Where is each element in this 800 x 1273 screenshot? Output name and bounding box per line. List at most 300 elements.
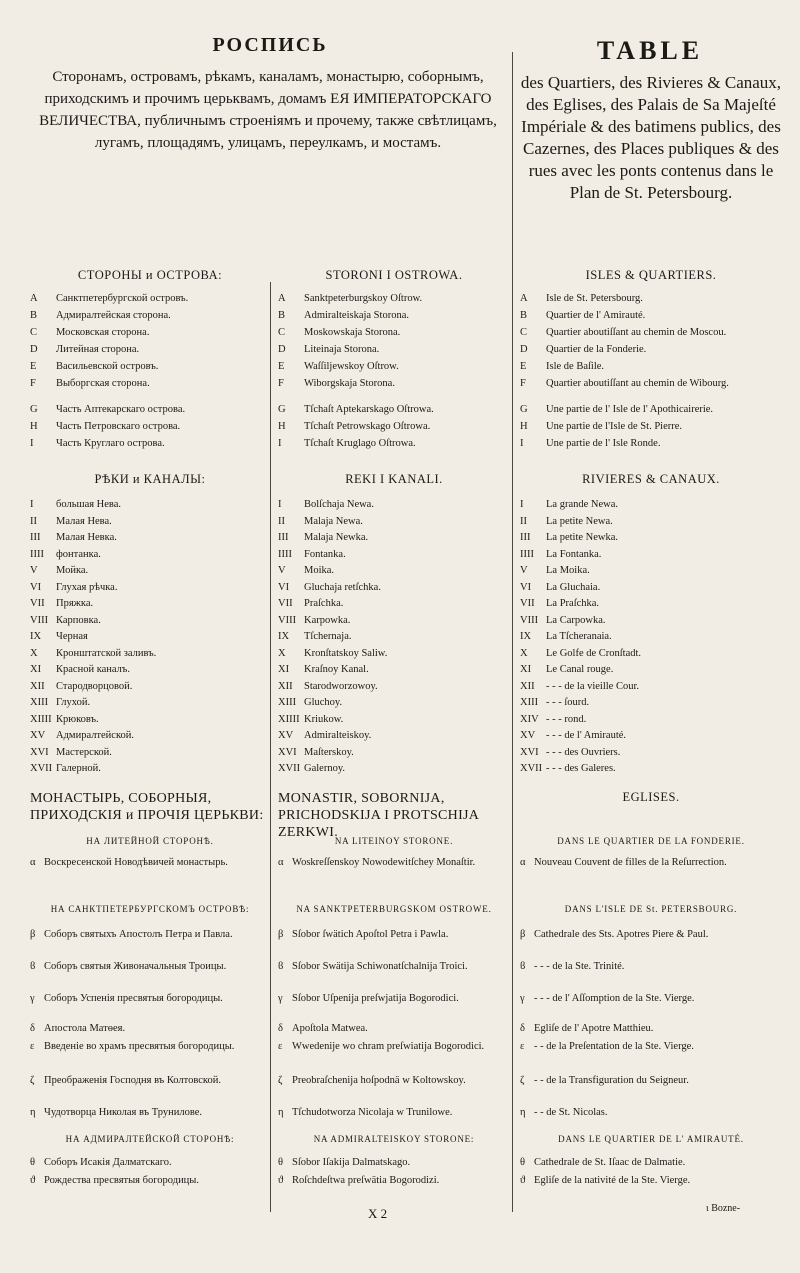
item-key: ε — [278, 1041, 283, 1052]
item-key: XIII — [30, 697, 49, 708]
list-item — [520, 326, 782, 339]
list-item — [520, 614, 782, 627]
list-item — [520, 992, 782, 1005]
item-label: Tſchaſt Aptekarskago Oſtrowa. — [304, 404, 434, 415]
list-item — [278, 1106, 510, 1119]
item-key: X — [278, 647, 286, 659]
item-label: Galernoy. — [304, 763, 346, 774]
item-key: G — [520, 404, 528, 415]
russian-title: РОСПИСЬ — [212, 34, 328, 56]
item-label: Le Golfe de Cronſtadt. — [546, 647, 642, 659]
subheading-petersburg-island: DANS L'ISLE DE St. PETERSBOURG. — [564, 904, 738, 914]
item-label: - - - ſourd. — [546, 697, 590, 708]
item-label: Часть Петровскаго острова. — [56, 421, 181, 432]
list-item — [30, 713, 270, 726]
item-key: A — [278, 293, 286, 304]
list-item — [30, 377, 270, 390]
item-key: E — [30, 361, 37, 372]
list-item — [30, 548, 270, 561]
item-key: IX — [278, 631, 290, 642]
item-key: A — [520, 293, 528, 304]
item-key: XVII — [278, 763, 301, 774]
list-item — [30, 309, 270, 322]
list-item — [520, 498, 782, 511]
item-key: γ — [278, 993, 283, 1004]
list-item — [520, 680, 782, 693]
list-item — [278, 515, 510, 528]
french-intro: des Quartiers, des Rivieres & Canaux, des Eglises, des Palais de Sa Majeſté Impériale & des batimens publics, des Cazernes, des Places publiques & des rues avec les ponts contenus dans le Plan de St. Petersbourg. — [520, 73, 782, 202]
item-label: Крюковъ. — [56, 713, 99, 725]
list-item — [520, 343, 782, 356]
item-label: Часть Круглаго острова. — [56, 438, 165, 449]
item-label: Стародворцовой. — [56, 680, 133, 692]
list-item — [520, 746, 782, 759]
item-label: Gluchoy. — [304, 697, 343, 708]
subheading-fonderie: DANS LE QUARTIER DE LA FONDERIE. — [557, 836, 745, 846]
list-item — [30, 663, 270, 676]
list-item — [520, 437, 782, 450]
item-label: Соборъ Исакія Далматскаго. — [44, 1157, 172, 1168]
item-label: Kraſnoy Kanal. — [304, 664, 369, 675]
subheading-fonderie: НА ЛИТЕЙНОЙ СТОРОНѢ. — [86, 836, 214, 846]
item-key: δ — [30, 1023, 35, 1034]
item-key: I — [520, 499, 524, 510]
list-item — [520, 1106, 782, 1119]
item-label: Moika. — [304, 565, 335, 576]
item-label: Рождества пресвятыя богородицы. — [44, 1175, 199, 1186]
list-item — [520, 1156, 782, 1169]
item-key: VI — [520, 581, 532, 593]
section-heading-sides: STORONI I OSTROWA. — [325, 268, 463, 282]
list-item — [30, 1022, 270, 1035]
item-key: X — [520, 647, 528, 659]
item-label: La grande Newa. — [546, 499, 619, 510]
item-label: Egliſe de l' Apotre Matthieu. — [534, 1023, 654, 1034]
item-label: Waſſiljewskoy Oſtrow. — [304, 361, 399, 372]
item-key: C — [30, 327, 38, 338]
item-key: I — [278, 499, 282, 510]
list-item — [278, 437, 510, 450]
item-key: ε — [520, 1041, 525, 1052]
item-key: IX — [30, 631, 42, 642]
item-key: VIII — [520, 614, 539, 626]
list-item — [520, 713, 782, 726]
list-item — [278, 696, 510, 709]
item-key: II — [520, 515, 527, 527]
item-label: Cathedrale de St. Iſaac de Dalmatie. — [534, 1157, 686, 1168]
item-key: V — [278, 565, 286, 576]
item-key: II — [30, 515, 37, 527]
list-item — [278, 343, 510, 356]
list-item — [278, 581, 510, 594]
list-item — [520, 377, 782, 390]
item-key: XVII — [520, 763, 543, 774]
item-label: Bolſchaja Newa. — [304, 499, 374, 510]
item-key: δ — [278, 1023, 283, 1034]
list-item — [278, 614, 510, 627]
item-label: - - - des Ouvriers. — [546, 746, 621, 758]
item-label: Apoſtola Matwea. — [292, 1023, 368, 1034]
item-key: VIII — [278, 614, 297, 626]
item-label: Карповка. — [56, 614, 101, 626]
list-item — [520, 403, 782, 416]
item-key: III — [520, 532, 531, 543]
item-key: ϑ — [30, 1175, 36, 1186]
item-key: B — [520, 310, 528, 321]
item-key: VIII — [30, 614, 49, 626]
item-label: Адмиралтейская сторона. — [56, 310, 171, 321]
list-item — [278, 992, 510, 1005]
item-label: Maſterskoy. — [304, 746, 354, 758]
item-key: V — [520, 565, 528, 576]
item-label: Tſchudotworza Nicolaja w Trunilowe. — [292, 1107, 453, 1118]
item-key: H — [30, 421, 38, 432]
item-key: β — [520, 929, 526, 940]
item-label: Sſobor Uſpenija preſwjatija Bogorodici. — [292, 993, 459, 1004]
item-key: ζ — [278, 1075, 283, 1086]
section-heading-sides: СТОРОНЫ и ОСТРОВА: — [77, 268, 223, 282]
item-label: Starodworzowoy. — [304, 680, 378, 692]
item-key: XII — [520, 680, 535, 692]
item-key: ϑ — [278, 1175, 284, 1186]
item-key: C — [278, 327, 286, 338]
item-label: Чудотворца Николая въ Трунилове. — [44, 1107, 203, 1118]
item-label: - - - de l' Amirauté. — [546, 730, 627, 741]
item-key: VI — [278, 581, 290, 593]
item-key: A — [30, 293, 38, 304]
item-label: Соборъ святыхъ Апостолъ Петра и Павла. — [44, 929, 233, 940]
item-key: XII — [30, 680, 45, 692]
subheading-fonderie: NA LITEINOY STORONE. — [334, 836, 454, 846]
list-item — [520, 581, 782, 594]
subheading-admiralty: НА АДМИРАЛТЕЙСКОЙ СТОРОНѢ: — [65, 1134, 235, 1144]
list-item — [30, 515, 270, 528]
list-item — [278, 326, 510, 339]
subheading-petersburg-island: NA SANKTPETERBURGSKOM OSTROWE. — [296, 904, 492, 914]
item-key: γ — [30, 993, 35, 1004]
list-item — [278, 597, 510, 610]
list-item — [278, 548, 510, 561]
item-label: - - de la Preſentation de la Ste. Vierge. — [534, 1041, 694, 1052]
list-item — [278, 663, 510, 676]
list-item — [520, 309, 782, 322]
list-item — [278, 292, 510, 305]
item-key: XIII — [278, 697, 297, 708]
section-heading-churches: МОНАСТЫРЬ, СОБОРНЫЯ, ПРИХОДСКІЯ и ПРОЧІЯ ЦЕРЬКВИ: — [30, 791, 264, 823]
item-label: Черная — [56, 631, 88, 642]
list-item — [278, 531, 510, 544]
list-item — [30, 1106, 270, 1119]
item-label: Kronſtatskoy Saliw. — [304, 647, 388, 659]
list-item — [278, 360, 510, 373]
item-label: Quartier aboutiſſant au chemin de Wibourg. — [546, 378, 729, 389]
item-label: - - de St. Nicolas. — [534, 1107, 608, 1118]
item-label: Пряжка. — [56, 598, 94, 609]
list-item — [30, 696, 270, 709]
list-item — [278, 1022, 510, 1035]
item-key: XV — [520, 730, 536, 741]
item-key: XVI — [520, 746, 539, 758]
item-key: I — [30, 499, 34, 510]
item-label: Sſobor Iſakija Dalmatskago. — [292, 1157, 411, 1168]
section-heading-churches: EGLISES. — [622, 790, 680, 804]
item-label: Часть Аптекарскаго острова. — [56, 404, 186, 415]
item-label: Sſobor Swätija Schiwonatſchalnija Troici. — [292, 961, 468, 972]
item-label: Мойка. — [56, 565, 89, 576]
french-title: TABLE — [596, 36, 704, 65]
list-item — [278, 1040, 510, 1053]
item-key: XI — [278, 664, 290, 675]
item-key: α — [278, 857, 284, 868]
russian-intro: Сторонамъ, островамъ, рѣкамъ, каналамъ, монастырю, соборнымъ, приходскимъ и прочимъ церьквамъ, домамъ ЕЯ ИМПЕРАТОРСКАГО ВЕЛИЧЕСТВА, публичнымъ строеніямъ и прочему, также свѣтлицамъ, лугамъ, площадямъ, улицамъ, переулкамъ, и мостамъ. — [39, 69, 497, 151]
item-key: H — [278, 421, 286, 432]
item-label: La Fontanka. — [546, 548, 602, 560]
item-label: Малая Нева. — [56, 515, 112, 527]
catchword: ɩ Bozne- — [706, 1203, 741, 1214]
list-item — [278, 762, 510, 775]
list-item — [30, 928, 270, 941]
section-heading-rivers: РѢКИ и КАНАЛЫ: — [94, 472, 206, 486]
item-label: Sſobor ſwätich Apoſtol Petra i Pawla. — [292, 929, 449, 940]
list-item — [520, 1040, 782, 1053]
item-key: VII — [278, 598, 293, 609]
item-key: θ — [30, 1157, 36, 1168]
item-key: IIII — [30, 548, 44, 560]
item-label: Tſchernaja. — [304, 631, 352, 642]
signature-mark: X 2 — [368, 1206, 388, 1221]
list-item — [278, 403, 510, 416]
item-label: Praſchka. — [304, 598, 344, 609]
item-label: Admiralteiskoy. — [304, 730, 372, 741]
item-label: La Praſchka. — [546, 598, 600, 609]
item-key: XVI — [278, 746, 297, 758]
list-item — [30, 680, 270, 693]
list-item — [520, 564, 782, 577]
item-key: XIIII — [278, 713, 300, 725]
item-key: I — [30, 438, 34, 449]
list-item — [278, 498, 510, 511]
item-label: Преображенія Господня въ Колтовской. — [44, 1075, 221, 1086]
list-item — [520, 1174, 782, 1187]
list-item — [520, 696, 782, 709]
section-heading-sides: ISLES & QUARTIERS. — [585, 268, 717, 282]
subheading-admiralty: NA ADMIRALTEISKOY STORONE: — [313, 1134, 475, 1144]
item-key: V — [30, 565, 38, 576]
list-item — [278, 377, 510, 390]
item-key: XIII — [520, 697, 539, 708]
list-item — [30, 630, 270, 643]
item-key: VII — [520, 598, 535, 609]
item-key: γ — [520, 993, 525, 1004]
item-key: III — [30, 532, 41, 543]
item-key: θ — [278, 1157, 284, 1168]
column-divider — [512, 52, 513, 1212]
list-item — [30, 360, 270, 373]
item-key: IIII — [520, 548, 534, 560]
item-label: Nouveau Couvent de filles de la Reſurrection. — [534, 857, 727, 868]
item-key: XV — [278, 730, 294, 741]
list-item — [278, 647, 510, 660]
list-item — [30, 960, 270, 973]
list-item — [30, 856, 270, 869]
item-label: Quartier aboutiſſant au chemin de Moscou. — [546, 327, 727, 338]
item-key: VI — [30, 581, 42, 593]
item-label: Московская сторона. — [56, 327, 150, 338]
list-item — [520, 292, 782, 305]
item-key: H — [520, 421, 528, 432]
item-key: B — [30, 310, 38, 321]
list-item — [278, 928, 510, 941]
item-key: IX — [520, 631, 532, 642]
list-item — [520, 928, 782, 941]
item-key: F — [30, 378, 36, 389]
item-label: Cathedrale des Sts. Apotres Piere & Paul. — [534, 929, 709, 940]
list-item — [520, 548, 782, 561]
item-label: Malaja Newka. — [304, 532, 369, 543]
item-label: Красной каналъ. — [56, 664, 130, 675]
item-label: La Moika. — [546, 565, 590, 576]
item-label: Isle de Baſile. — [546, 361, 605, 372]
item-label: La petite Newa. — [546, 515, 613, 527]
item-label: Апостола Матѳея. — [44, 1023, 126, 1034]
item-label: Воскресенской Новодѣвичей монастырь. — [44, 857, 228, 868]
item-key: ϐ — [278, 961, 284, 972]
list-item — [30, 647, 270, 660]
item-key: B — [278, 310, 286, 321]
item-key: C — [520, 327, 528, 338]
item-label: Sanktpeterburgskoy Oſtrow. — [304, 293, 423, 304]
item-key: ϑ — [520, 1175, 526, 1186]
item-key: F — [278, 378, 284, 389]
list-item — [520, 420, 782, 433]
list-item — [30, 343, 270, 356]
item-label: Preobraſchenija hoſpodnä w Koltowskoy. — [292, 1075, 466, 1086]
item-key: β — [30, 929, 36, 940]
list-item — [278, 856, 510, 869]
item-label: - - de la Transfiguration du Seigneur. — [534, 1075, 689, 1086]
item-label: Tſchaſt Kruglago Oſtrowa. — [304, 438, 416, 449]
item-label: Isle de St. Petersbourg. — [546, 293, 643, 304]
item-label: Admiralteiskaja Storona. — [304, 310, 409, 321]
item-key: β — [278, 929, 284, 940]
list-item — [520, 630, 782, 643]
item-label: Выборгская сторона. — [56, 378, 150, 389]
item-key: XI — [520, 664, 532, 675]
item-label: Глухая рѣчка. — [56, 581, 118, 593]
item-label: Liteinaja Storona. — [304, 344, 380, 355]
item-key: XI — [30, 664, 42, 675]
item-label: Woskreſſenskoy Nowodewitſchey Monaſtir. — [292, 857, 476, 868]
section-heading-churches: MONASTIR, SOBORNIJA, PRICHODSKIJA I PROTSCHIJA ZERKWI. — [278, 791, 479, 840]
item-label: Кронштатской заливъ. — [56, 647, 157, 659]
list-item — [278, 1074, 510, 1087]
item-label: La petite Newka. — [546, 532, 619, 543]
item-key: G — [30, 404, 38, 415]
list-item — [278, 420, 510, 433]
list-item — [278, 960, 510, 973]
item-key: η — [30, 1107, 36, 1118]
item-label: Адмиралтейской. — [56, 730, 135, 741]
item-key: ϐ — [30, 961, 36, 972]
item-label: - - - des Galeres. — [546, 763, 616, 774]
list-item — [520, 360, 782, 373]
item-key: XIV — [520, 713, 539, 725]
list-item — [520, 597, 782, 610]
list-item — [30, 597, 270, 610]
list-item — [520, 960, 782, 973]
list-item — [520, 1022, 782, 1035]
item-key: η — [278, 1107, 284, 1118]
item-key: ζ — [520, 1075, 525, 1086]
item-key: η — [520, 1107, 526, 1118]
item-key: θ — [520, 1157, 526, 1168]
list-item — [278, 746, 510, 759]
item-key: α — [520, 857, 526, 868]
item-key: F — [520, 378, 526, 389]
list-item — [30, 498, 270, 511]
list-item — [30, 326, 270, 339]
list-item — [30, 762, 270, 775]
item-label: Une partie de l'Isle de St. Pierre. — [546, 421, 683, 432]
item-key: IIII — [278, 548, 292, 560]
subheading-petersburg-island: НА САНКТПЕТЕРБУРГСКОМЪ ОСТРОВѢ: — [50, 904, 250, 914]
list-item — [520, 647, 782, 660]
item-key: ζ — [30, 1075, 35, 1086]
item-label: Kriukow. — [304, 713, 344, 725]
list-item — [30, 1040, 270, 1053]
item-label: Санктпетербургской островъ. — [56, 293, 189, 304]
list-item — [30, 581, 270, 594]
list-item — [520, 515, 782, 528]
item-label: Gluchaja retſchka. — [304, 581, 381, 593]
item-label: - - - rond. — [546, 713, 587, 725]
list-item — [278, 729, 510, 742]
column-divider — [270, 282, 271, 1212]
item-key: E — [520, 361, 527, 372]
list-item — [520, 762, 782, 775]
item-label: Wwedenije wo chram preſwiatija Bogorodici. — [292, 1041, 485, 1052]
list-item — [278, 713, 510, 726]
item-label: Fontanka. — [304, 548, 346, 560]
item-key: XVI — [30, 746, 49, 758]
list-item — [30, 614, 270, 627]
item-label: фонтанка. — [56, 548, 101, 560]
item-key: E — [278, 361, 285, 372]
item-label: Введеніе во храмъ пресвятыя богородицы. — [44, 1041, 235, 1052]
item-label: Le Canal rouge. — [546, 664, 614, 675]
list-item — [520, 663, 782, 676]
list-item — [520, 729, 782, 742]
list-item — [30, 437, 270, 450]
item-label: - - - de l' Aſſomption de la Ste. Vierge. — [534, 993, 695, 1004]
item-label: Галерной. — [56, 763, 101, 774]
item-label: Egliſe de la nativité de la Ste. Vierge. — [534, 1175, 691, 1186]
list-item — [30, 564, 270, 577]
item-label: Tſchaſt Petrowskago Oſtrowa. — [304, 421, 431, 432]
item-label: Глухой. — [56, 697, 91, 708]
list-item — [30, 403, 270, 416]
item-key: α — [30, 857, 36, 868]
list-item — [30, 992, 270, 1005]
item-key: D — [520, 344, 528, 355]
list-item — [30, 531, 270, 544]
item-key: δ — [520, 1023, 525, 1034]
item-key: I — [278, 438, 282, 449]
item-key: III — [278, 532, 289, 543]
item-label: Васильевской островъ. — [56, 361, 159, 372]
item-label: La Carpowka. — [546, 614, 606, 626]
item-key: D — [30, 344, 38, 355]
